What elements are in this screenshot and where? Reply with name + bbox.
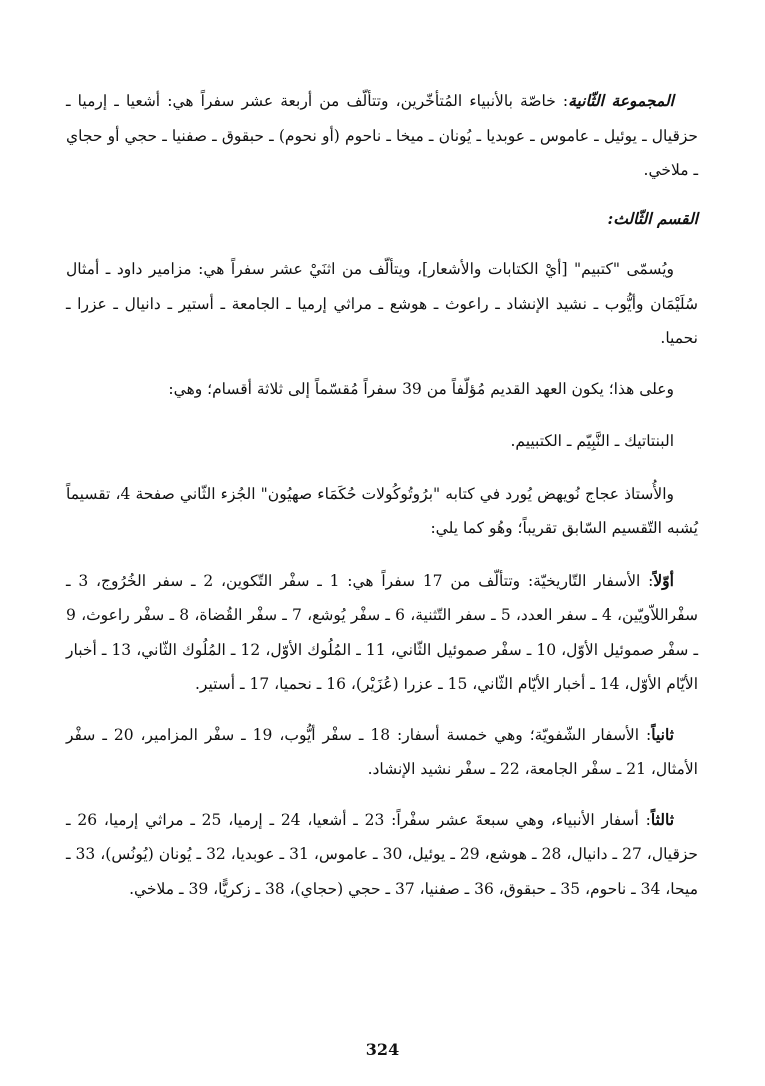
third-group-paragraph: [66, 803, 698, 907]
group-two-text: : خاصّة بالأنبياء المُتأخّرين، وتتألّف من أربعة عشر سفراً هي: أشعيا ـ إرميا ـ حزقيال ـ يوئيل ـ عاموس ـ عوبديا ـ يُونان ـ ميخا ـ ناحوم (أو نحوم) ـ حبقوق ـ صفنيا ـ حجي أو حجاي ـ ملاخي.: [66, 92, 698, 179]
page-number: 324: [365, 1040, 400, 1059]
third-group-label: ثالثاً: [650, 809, 675, 829]
first-group-paragraph: [66, 564, 698, 702]
second-group-label: ثانياً: [651, 724, 675, 744]
page-body: [66, 84, 698, 906]
third-group-text: : أسفار الأنبياء، وهي سبعةَ عشر سفْراً: 23 ـ أشعيا، 24 ـ إرميا، 25 ـ مراثي إرميا، 26 ـ حزقيال، 27 ـ دانيال، 28 ـ هوشع، 29 ـ يوئيل، 30 ـ عاموس، 31 ـ عوبديا، 32 ـ يُونان (يُونُس)، 33 ـ ميحا، 34 ـ ناحوم، 35 ـ حبقوق، 36 ـ صفنيا، 37 ـ حجي (حجاي)، 38 ـ زكريًّا، 39 ـ ملاخي.: [66, 810, 699, 898]
first-group-text: : الأسفار التّاريخيّة: وتتألّف من 17 سفراً هي: 1 ـ سفْر التّكوين، 2 ـ سفر الخُرُوج، 3 ـ سفْراللاّويّين، 4 ـ سفر العدد، 5 ـ سفر التّثنية، 6 ـ سفْر يُوشع، 7 ـ سفْر القُضاة، 8 ـ سفْر راعوث، 9 ـ سفْر صموئيل الأوّل، 10 ـ سفْر صموئيل الثّاني، 11 ـ المُلُوك الأوّل، 12 ـ المُلُوك الثّاني، 13 ـ أخبار الأيّام الأوّل، 14 ـ أخبار الأيّام الثّاني، 15 ـ عزرا (عُزَيْر)، 16 ـ نحميا، 17 ـ أستير.: [66, 571, 698, 693]
summary-list: البنتاتيك ـ النَّبِيّم ـ الكتبييم.: [510, 432, 674, 450]
group-two-title: المجموعة الثّانية: [568, 91, 674, 110]
section-three-paragraph: ويُسمّى "كتبيم" [أيْ الكتابات والأشعار]، ويتألّف من اثنَيْ عشر سفراً هي: مزامير داود ـ أمثال سُلَيْمَان وأيُّوب ـ نشيد الإنشاد ـ راعوث ـ هوشع ـ مراثي إرميا ـ الجامعة ـ أستير ـ دانيال ـ عزرا ـ نحميا.: [66, 260, 698, 347]
second-group-paragraph: [66, 718, 698, 787]
group-two-paragraph: [66, 84, 698, 188]
first-group-label: أوّلاً: [653, 570, 674, 590]
second-group-text: : الأسفار الشّفويّة؛ وهي خمسة أسفار: 18 ـ سفْر أيُّوب، 19 ـ سفْر المزامير، 20 ـ سفْر الأمثال، 21 ـ سفْر الجامعة، 22 ـ سفْر نشيد الإنشاد.: [66, 725, 698, 778]
ajaj-paragraph: والأُستاذ عجاج نُويهض يُورد في كتابه "برُوتُوكُولات حُكَمَاء صهيُون" الجُزء الثّاني صفحة 4، تقسيماً يُشبه التّقسيم السّابق تقريباً؛ وهُو كما يلي:: [66, 484, 698, 537]
section-three-heading: القسم الثّالث:: [607, 208, 698, 228]
summary-paragraph: وعلى هذا؛ يكون العهد القديم مُؤلّفاً من 39 سفراً مُقسّماً إلى ثلاثة أقسام؛ وهي:: [168, 379, 674, 398]
